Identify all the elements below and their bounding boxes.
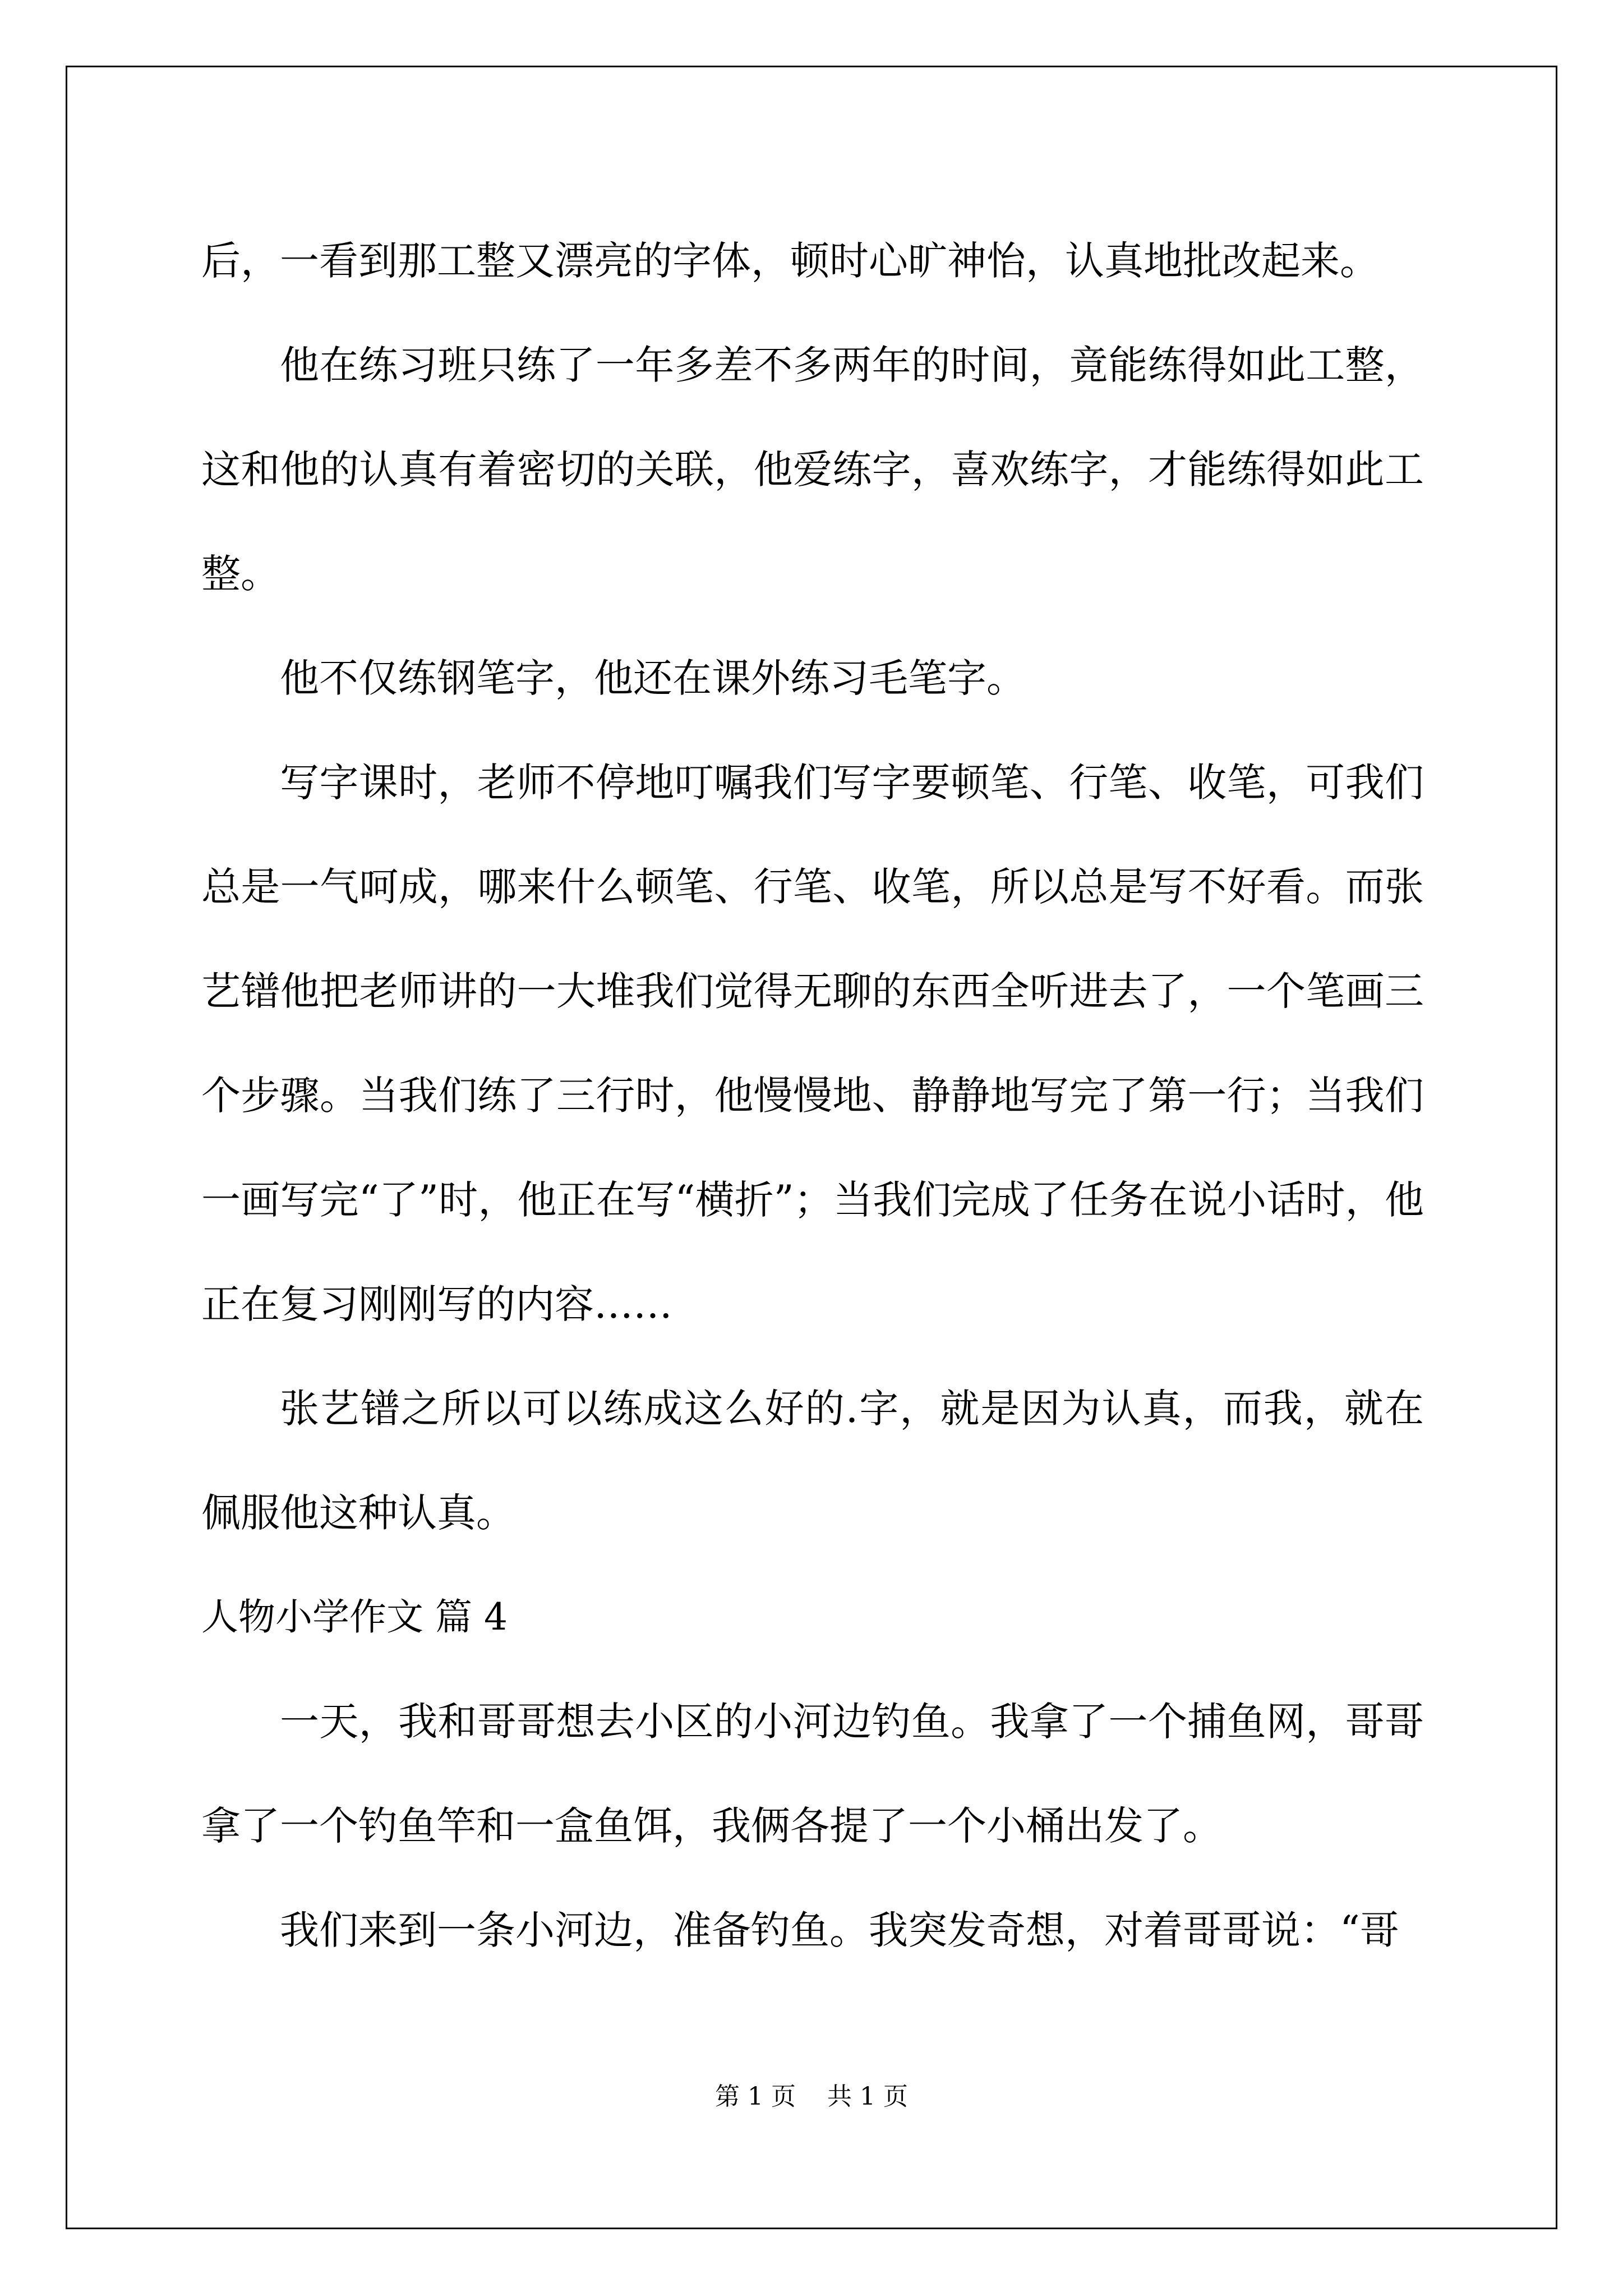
paragraph: 张艺镨之所以可以练成这么好的.字，就是因为认真，而我，就在佩服他这种认真。 bbox=[201, 1386, 1424, 1536]
section-heading: 人物小学作文 篇 4 bbox=[201, 1595, 508, 1639]
page-total: 共 1 页 bbox=[827, 2082, 908, 2111]
paragraph: 我们来到一条小河边，准备钓鱼。我突发奇想，对着哥哥说：“哥 bbox=[280, 1907, 1399, 1953]
paragraph: 后，一看到那工整又漂亮的字体，顿时心旷神怡，认真地批改起来。 bbox=[201, 238, 1379, 284]
page-footer bbox=[0, 2080, 1623, 2114]
paragraph: 他在练习班只练了一年多差不多两年的时间，竟能练得如此工整，这和他的认真有着密切的关联，他爱练字，喜欢练字，才能练得如此工整。 bbox=[201, 342, 1424, 597]
document-body bbox=[201, 209, 1424, 1982]
paragraph: 一天，我和哥哥想去小区的小河边钓鱼。我拿了一个捕鱼网，哥哥拿了一个钓鱼竿和一盒鱼饵，我俩各提了一个小桶出发了。 bbox=[201, 1699, 1424, 1849]
paragraph: 他不仅练钢笔字，他还在课外练习毛笔字。 bbox=[280, 655, 1026, 701]
page-number: 第 1 页 bbox=[715, 2082, 796, 2111]
paragraph: 写字课时，老师不停地叮嘱我们写字要顿笔、行笔、收笔，可我们总是一气呵成，哪来什么顿笔、行笔、收笔，所以总是写不好看。而张艺镨他把老师讲的一大堆我们觉得无聊的东西全听进去了，一个笔画三个步骤。当我们练了三行时，他慢慢地、静静地写完了第一行；当我们一画写完“了”时，他正在写“横折”；当我们完成了任务在说小话时，他正在复习刚刚写的内容…… bbox=[201, 760, 1424, 1327]
